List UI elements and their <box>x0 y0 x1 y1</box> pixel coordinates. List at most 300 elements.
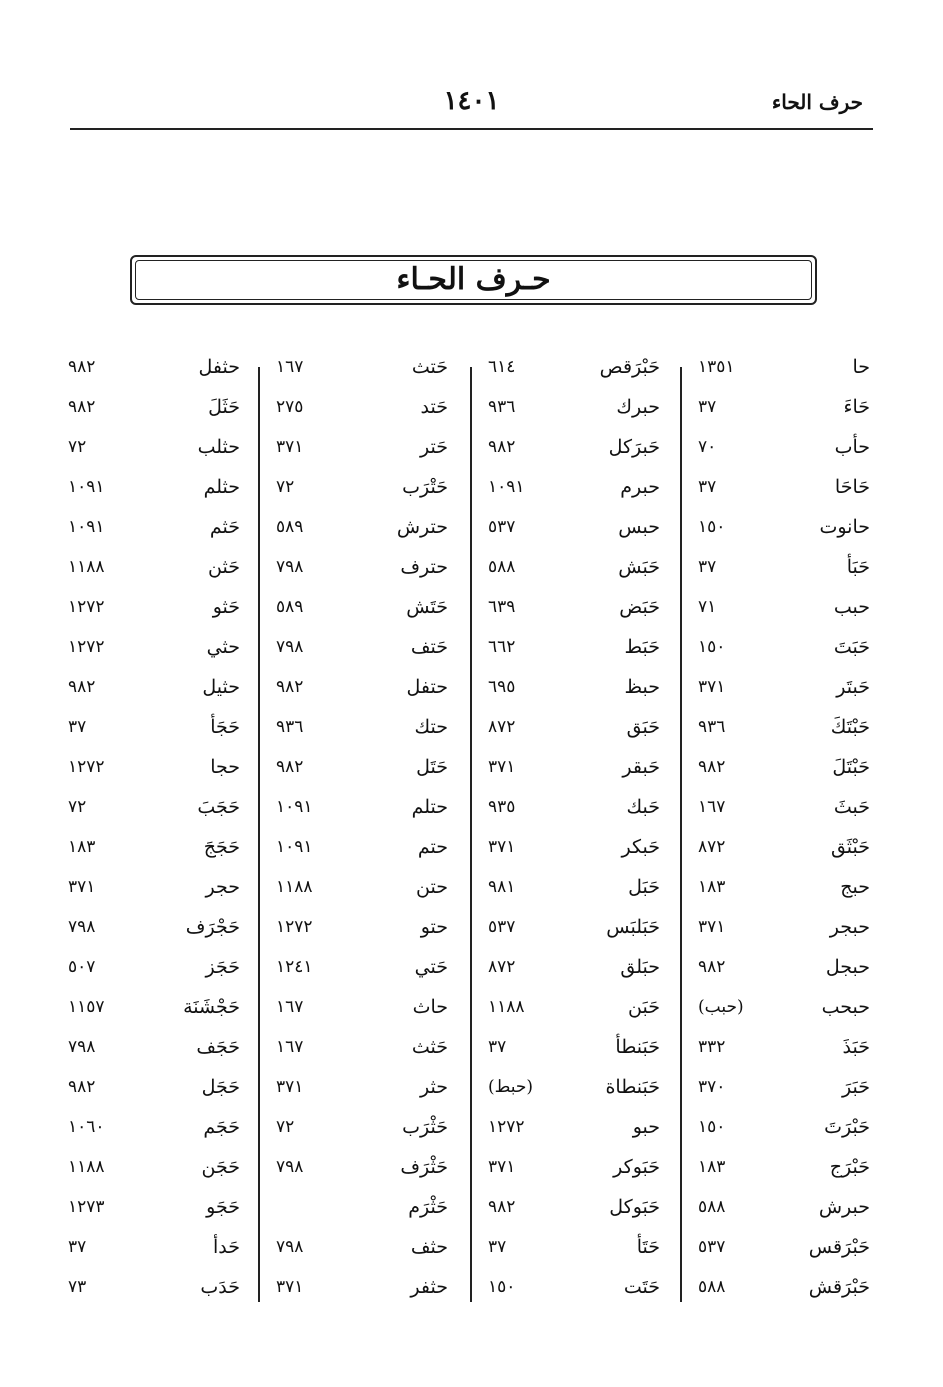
index-entry <box>268 1232 458 1272</box>
index-column-1 <box>690 352 880 1312</box>
entry-page-ref: ٦٣٩ <box>488 597 516 617</box>
entry-page-ref: ٧٩٨ <box>276 1157 304 1177</box>
index-entry <box>480 352 670 392</box>
entry-page-ref: ١٦٧ <box>698 797 726 817</box>
entry-page-ref: ١٢٧٣ <box>68 1197 105 1217</box>
entry-page-ref: ٧٢ <box>276 477 295 497</box>
entry-term: حَجْرَف <box>185 916 240 938</box>
index-entry <box>480 1152 670 1192</box>
entry-page-ref: ١٢٧٢ <box>68 597 105 617</box>
entry-page-ref: ٥٨٩ <box>276 597 304 617</box>
index-entry <box>480 512 670 552</box>
index-entry <box>268 552 458 592</box>
page-number: ١٤٠١ <box>443 86 500 116</box>
entry-page-ref: ٧٢ <box>276 1117 295 1137</box>
index-entry <box>480 1112 670 1152</box>
index-entry <box>60 992 250 1032</box>
entry-page-ref: ٣٧١ <box>276 437 304 457</box>
entry-term: حأب <box>834 436 870 458</box>
index-entry <box>690 992 880 1032</box>
index-entry <box>690 792 880 832</box>
index-entry <box>60 1072 250 1112</box>
index-entry <box>690 712 880 752</box>
entry-term: حَتر <box>420 436 448 458</box>
index-entry <box>480 712 670 752</box>
entry-page-ref: ٣٧ <box>488 1037 507 1057</box>
entry-page-ref: ٩٨٢ <box>68 677 96 697</box>
entry-page-ref: ٥٨٩ <box>276 517 304 537</box>
entry-term: حَبك <box>626 796 660 818</box>
entry-term: حَبتَر <box>836 676 870 698</box>
entry-term: حَجَم <box>203 1116 240 1138</box>
entry-page-ref: ١٢٧٢ <box>488 1117 525 1137</box>
entry-page-ref: ١٠٩١ <box>68 517 105 537</box>
index-entry <box>268 432 458 472</box>
entry-term: حَبكر <box>621 836 660 858</box>
index-entry <box>480 1272 670 1312</box>
entry-page-ref: ٩٣٦ <box>276 717 304 737</box>
entry-page-ref: ١٢٧٢ <box>68 757 105 777</box>
entry-term: حَجَز <box>205 956 240 978</box>
entry-term: حَتَأ <box>636 1236 660 1258</box>
index-entry <box>60 472 250 512</box>
entry-page-ref: ٧٩٨ <box>276 557 304 577</box>
entry-term: حَاحَا <box>834 476 870 498</box>
entry-term: حَتد <box>420 396 448 418</box>
entry-page-ref: ٥٣٧ <box>698 1237 726 1257</box>
entry-term: حَتَل <box>416 756 448 778</box>
entry-page-ref: ٣٧١ <box>68 877 96 897</box>
index-entry <box>690 432 880 472</box>
entry-page-ref: ٧٩٨ <box>276 1237 304 1257</box>
entry-term: حتن <box>416 876 448 898</box>
index-entry <box>690 832 880 872</box>
entry-page-ref: ٦٦٢ <box>488 637 516 657</box>
column-divider <box>258 367 260 1302</box>
entry-page-ref: (حبب) <box>698 997 744 1017</box>
index-entry <box>268 1032 458 1072</box>
entry-term: حَبْتَلَ <box>832 756 870 778</box>
index-entry <box>480 632 670 672</box>
index-entry <box>690 952 880 992</box>
entry-page-ref: ١٢٤١ <box>276 957 313 977</box>
index-entry <box>60 632 250 672</box>
entry-page-ref: ٨٧٢ <box>488 957 516 977</box>
index-entry <box>268 872 458 912</box>
entry-term: حَجَن <box>201 1156 240 1178</box>
index-entry <box>60 712 250 752</box>
index-entry <box>60 792 250 832</box>
entry-page-ref: ٣٧ <box>68 717 87 737</box>
entry-term: حَدأ <box>213 1236 240 1258</box>
index-entry <box>268 1112 458 1152</box>
entry-page-ref: ١٥٠ <box>698 637 726 657</box>
index-entry <box>480 752 670 792</box>
entry-term: حثلم <box>203 476 240 498</box>
column-divider <box>680 367 682 1302</box>
entry-term: حَجَل <box>201 1076 240 1098</box>
entry-term: حثفل <box>198 356 240 378</box>
entry-term: حَبْتَكَ <box>830 716 870 738</box>
entry-term: حَبْرَقش <box>808 1276 870 1298</box>
index-entry <box>268 632 458 672</box>
entry-page-ref: ٣٧١ <box>698 677 726 697</box>
entry-page-ref: ٣٧ <box>488 1237 507 1257</box>
index-entry <box>268 912 458 952</box>
entry-term: حبس <box>618 516 660 538</box>
entry-term: حَبَوكل <box>609 1196 660 1218</box>
index-column-4 <box>60 352 250 1312</box>
index-entry <box>60 752 250 792</box>
entry-page-ref: ٣٧ <box>698 397 717 417</box>
entry-term: حَثن <box>208 556 240 578</box>
index-entry <box>480 952 670 992</box>
index-entry <box>60 832 250 872</box>
entry-term: حَبَش <box>618 556 660 578</box>
index-entry <box>60 1272 250 1312</box>
entry-term: حَبَنطأ <box>615 1036 660 1058</box>
index-entry <box>60 1112 250 1152</box>
index-entry <box>690 912 880 952</box>
entry-term: حَبقر <box>622 756 660 778</box>
entry-page-ref: ١٦٧ <box>276 1037 304 1057</box>
entry-page-ref: ٩٨٢ <box>68 1077 96 1097</box>
running-header <box>70 80 873 130</box>
entry-term: حَثْرَب <box>402 1116 448 1138</box>
entry-term: حَبَتَ <box>833 636 870 658</box>
entry-page-ref: ١٨٣ <box>68 837 96 857</box>
entry-term: حبجل <box>825 956 870 978</box>
entry-term: حبَلق <box>620 956 660 978</box>
entry-term: حثي <box>206 636 240 658</box>
index-entry <box>480 1032 670 1072</box>
index-entry <box>268 472 458 512</box>
entry-term: حبحب <box>821 996 870 1018</box>
entry-term: حتفل <box>406 676 448 698</box>
column-divider <box>470 367 472 1302</box>
entry-term: حَبَض <box>619 596 660 618</box>
entry-page-ref: ١٦٧ <box>276 357 304 377</box>
index-entry <box>480 872 670 912</box>
index-entry <box>60 392 250 432</box>
entry-page-ref: ٥٨٨ <box>488 557 516 577</box>
entry-page-ref: ١٨٣ <box>698 1157 726 1177</box>
index-grid <box>0 352 943 1302</box>
entry-page-ref: ١١٨٨ <box>488 997 525 1017</box>
entry-term: حثف <box>410 1236 448 1258</box>
entry-term: حَبَط <box>624 636 660 658</box>
index-entry <box>268 392 458 432</box>
entry-term: حَتث <box>411 356 448 378</box>
index-entry <box>268 832 458 872</box>
entry-term: حترش <box>396 516 448 538</box>
index-entry <box>268 952 458 992</box>
index-entry <box>268 992 458 1032</box>
entry-term: حجا <box>210 756 240 778</box>
entry-page-ref: ٥٣٧ <box>488 517 516 537</box>
entry-term: حبرك <box>616 396 660 418</box>
index-entry <box>690 1032 880 1072</box>
entry-term: حثيل <box>202 676 240 698</box>
index-entry <box>690 1272 880 1312</box>
entry-term: حَجْشَنَة <box>183 996 240 1018</box>
index-entry <box>60 352 250 392</box>
entry-page-ref: ١٣٥١ <box>698 357 735 377</box>
index-entry <box>268 752 458 792</box>
entry-term: حَتْرَب <box>402 476 448 498</box>
entry-page-ref: ٩٨٢ <box>488 437 516 457</box>
index-entry <box>268 592 458 632</box>
entry-term: حَبْرَج <box>829 1156 870 1178</box>
index-entry <box>480 552 670 592</box>
index-entry <box>690 632 880 672</box>
index-entry <box>60 552 250 592</box>
entry-page-ref: ٧٩٨ <box>68 1037 96 1057</box>
entry-term: حترف <box>400 556 448 578</box>
index-entry <box>690 1192 880 1232</box>
index-entry <box>268 712 458 752</box>
entry-term: حَاءَ <box>843 396 870 418</box>
index-entry <box>690 552 880 592</box>
entry-term: حتك <box>414 716 448 738</box>
entry-term: حَبْرَتَ <box>824 1116 870 1138</box>
entry-term: حَتَش <box>406 596 448 618</box>
entry-term: حتم <box>417 836 448 858</box>
entry-page-ref: ٧٩٨ <box>68 917 96 937</box>
entry-page-ref: ١٦٧ <box>276 997 304 1017</box>
entry-term: حَبْثَق <box>830 836 870 858</box>
entry-term: حَبْرَقص <box>599 356 660 378</box>
entry-page-ref: ٣٧١ <box>276 1077 304 1097</box>
entry-term: حَتي <box>414 956 448 978</box>
entry-term: حبظ <box>624 676 660 698</box>
index-entry <box>480 1192 670 1232</box>
entry-page-ref: ١٨٣ <box>698 877 726 897</box>
index-entry <box>268 1192 458 1232</box>
entry-page-ref: ٢٧٥ <box>276 397 304 417</box>
entry-term: حثر <box>420 1076 448 1098</box>
entry-term: حَبَأ <box>846 556 870 578</box>
entry-page-ref: ١٢٧٢ <box>276 917 313 937</box>
entry-term: حَدَب <box>200 1276 240 1298</box>
entry-term: حَثث <box>411 1036 448 1058</box>
entry-page-ref: ١٢٧٢ <box>68 637 105 657</box>
entry-term: حبرم <box>620 476 660 498</box>
index-entry <box>480 392 670 432</box>
entry-page-ref: ٥٨٨ <box>698 1197 726 1217</box>
entry-term: حبرش <box>818 1196 870 1218</box>
index-entry <box>60 1232 250 1272</box>
entry-page-ref: ٣٧١ <box>276 1277 304 1297</box>
entry-term: حَثْرَم <box>408 1196 448 1218</box>
entry-page-ref: ٥٣٧ <box>488 917 516 937</box>
index-entry <box>690 1232 880 1272</box>
entry-page-ref: ٧٩٨ <box>276 637 304 657</box>
entry-term: حَثم <box>209 516 240 538</box>
entry-page-ref: ٥٨٨ <box>698 1277 726 1297</box>
index-entry <box>268 512 458 552</box>
entry-page-ref: ٩٣٦ <box>488 397 516 417</box>
entry-page-ref: ٧١ <box>698 597 717 617</box>
entry-page-ref: ١٠٩١ <box>68 477 105 497</box>
entry-term: حَجَجَ <box>203 836 240 858</box>
index-entry <box>268 792 458 832</box>
entry-term: حَجَبَ <box>197 796 240 818</box>
entry-page-ref: ١٥٠ <box>488 1277 516 1297</box>
entry-page-ref: ٩٨٢ <box>698 757 726 777</box>
entry-term: حَبَرَ <box>842 1076 870 1098</box>
entry-page-ref: ١١٨٨ <box>68 557 105 577</box>
index-entry <box>60 592 250 632</box>
entry-page-ref: ٣٣٢ <box>698 1037 726 1057</box>
entry-page-ref: ١٥٠ <box>698 1117 726 1137</box>
entry-page-ref: ١١٥٧ <box>68 997 105 1017</box>
entry-term: حبجر <box>829 916 870 938</box>
index-entry <box>60 872 250 912</box>
entry-page-ref: ٩٨٢ <box>698 957 726 977</box>
index-entry <box>690 512 880 552</box>
index-entry <box>690 1112 880 1152</box>
entry-term: حثلب <box>197 436 240 458</box>
index-entry <box>268 672 458 712</box>
index-entry <box>690 752 880 792</box>
entry-term: حَبَن <box>628 996 660 1018</box>
index-entry <box>690 672 880 712</box>
entry-page-ref: ٩٨٢ <box>276 757 304 777</box>
entry-term: حَبثَ <box>833 796 870 818</box>
index-entry <box>268 1152 458 1192</box>
index-entry <box>480 992 670 1032</box>
index-entry <box>268 1072 458 1112</box>
entry-page-ref: ٣٧ <box>68 1237 87 1257</box>
entry-term: حَبَل <box>628 876 660 898</box>
index-entry <box>60 512 250 552</box>
entry-term: حبو <box>632 1116 660 1138</box>
index-entry <box>60 672 250 712</box>
entry-term: حَبرَكل <box>608 436 660 458</box>
index-entry <box>690 1072 880 1112</box>
entry-page-ref: ٣٧١ <box>488 1157 516 1177</box>
entry-term: حثفر <box>410 1276 448 1298</box>
index-entry <box>268 1272 458 1312</box>
entry-page-ref: ٣٧١ <box>488 837 516 857</box>
entry-term: حَبَوكر <box>613 1156 660 1178</box>
entry-term: حَثَلَ <box>208 396 240 418</box>
index-column-2 <box>480 352 670 1312</box>
entry-term: حَبَذَ <box>842 1036 870 1058</box>
index-entry <box>60 1032 250 1072</box>
entry-page-ref: ٦٩٥ <box>488 677 516 697</box>
index-entry <box>690 592 880 632</box>
entry-page-ref: ٨٧٢ <box>698 837 726 857</box>
entry-page-ref: ٣٧٠ <box>698 1077 726 1097</box>
entry-page-ref: ٧٢ <box>68 797 87 817</box>
entry-term: حَثو <box>212 596 240 618</box>
entry-term: حَبَق <box>626 716 660 738</box>
entry-term: حَجَأ <box>210 716 240 738</box>
entry-term: حا <box>852 356 870 378</box>
index-entry <box>60 1192 250 1232</box>
entry-page-ref: ١٥٠ <box>698 517 726 537</box>
entry-term: حجر <box>205 876 240 898</box>
entry-term: حتلم <box>411 796 448 818</box>
index-column-3 <box>268 352 458 1312</box>
entry-term: حَتَت <box>623 1276 660 1298</box>
index-entry <box>268 352 458 392</box>
entry-term: حانوت <box>819 516 870 538</box>
entry-page-ref: ٩٨٢ <box>488 1197 516 1217</box>
entry-page-ref: ١٠٦٠ <box>68 1117 105 1137</box>
index-entry <box>690 472 880 512</box>
section-banner <box>130 255 817 305</box>
entry-term: حبج <box>840 876 870 898</box>
entry-term: حَتف <box>410 636 448 658</box>
entry-page-ref: ٩٣٦ <box>698 717 726 737</box>
entry-page-ref: ٣٧١ <box>488 757 516 777</box>
index-entry <box>480 472 670 512</box>
entry-page-ref: ٩٨١ <box>488 877 516 897</box>
entry-page-ref: ٩٣٥ <box>488 797 516 817</box>
entry-term: حَبَلبَس <box>606 916 660 938</box>
entry-page-ref: ٣٧١ <box>698 917 726 937</box>
entry-page-ref: ١١٨٨ <box>276 877 313 897</box>
entry-page-ref: ٧٢ <box>68 437 87 457</box>
entry-term: حَبَنطاة <box>605 1076 660 1098</box>
index-entry <box>480 432 670 472</box>
index-entry <box>690 392 880 432</box>
entry-page-ref: ٥٠٧ <box>68 957 96 977</box>
section-title: حـرف الحـاء <box>396 262 551 297</box>
index-entry <box>480 672 670 712</box>
entry-term: حتو <box>420 916 448 938</box>
entry-page-ref: ٦١٤ <box>488 357 516 377</box>
index-entry <box>690 872 880 912</box>
entry-page-ref: ١٠٩١ <box>276 797 313 817</box>
index-entry <box>60 952 250 992</box>
entry-page-ref: ٩٨٢ <box>68 397 96 417</box>
index-entry <box>480 792 670 832</box>
entry-term: حَجَف <box>196 1036 240 1058</box>
entry-page-ref: ٧٣ <box>68 1277 87 1297</box>
index-entry <box>60 1152 250 1192</box>
entry-page-ref: ٩٨٢ <box>68 357 96 377</box>
entry-term: حَجَو <box>206 1196 240 1218</box>
index-entry <box>480 832 670 872</box>
index-entry <box>60 432 250 472</box>
running-header-title: حرف الحاء <box>771 90 863 114</box>
index-entry <box>690 1152 880 1192</box>
index-entry <box>480 1072 670 1112</box>
entry-term: حبب <box>833 596 870 618</box>
entry-term: حَثْرَف <box>400 1156 448 1178</box>
index-entry <box>690 352 880 392</box>
entry-term: حاث <box>412 996 448 1018</box>
entry-page-ref: ٣٧ <box>698 557 717 577</box>
entry-page-ref: ١٠٩١ <box>488 477 525 497</box>
index-entry <box>480 1232 670 1272</box>
entry-page-ref: ٧٠ <box>698 437 717 457</box>
index-entry <box>60 912 250 952</box>
entry-page-ref: ١١٨٨ <box>68 1157 105 1177</box>
index-entry <box>480 592 670 632</box>
entry-page-ref: ٨٧٢ <box>488 717 516 737</box>
entry-page-ref: ٩٨٢ <box>276 677 304 697</box>
entry-page-ref: ١٠٩١ <box>276 837 313 857</box>
index-entry <box>480 912 670 952</box>
entry-page-ref: (حبط) <box>488 1077 534 1097</box>
entry-page-ref: ٣٧ <box>698 477 717 497</box>
entry-term: حَبْرَقس <box>808 1236 870 1258</box>
